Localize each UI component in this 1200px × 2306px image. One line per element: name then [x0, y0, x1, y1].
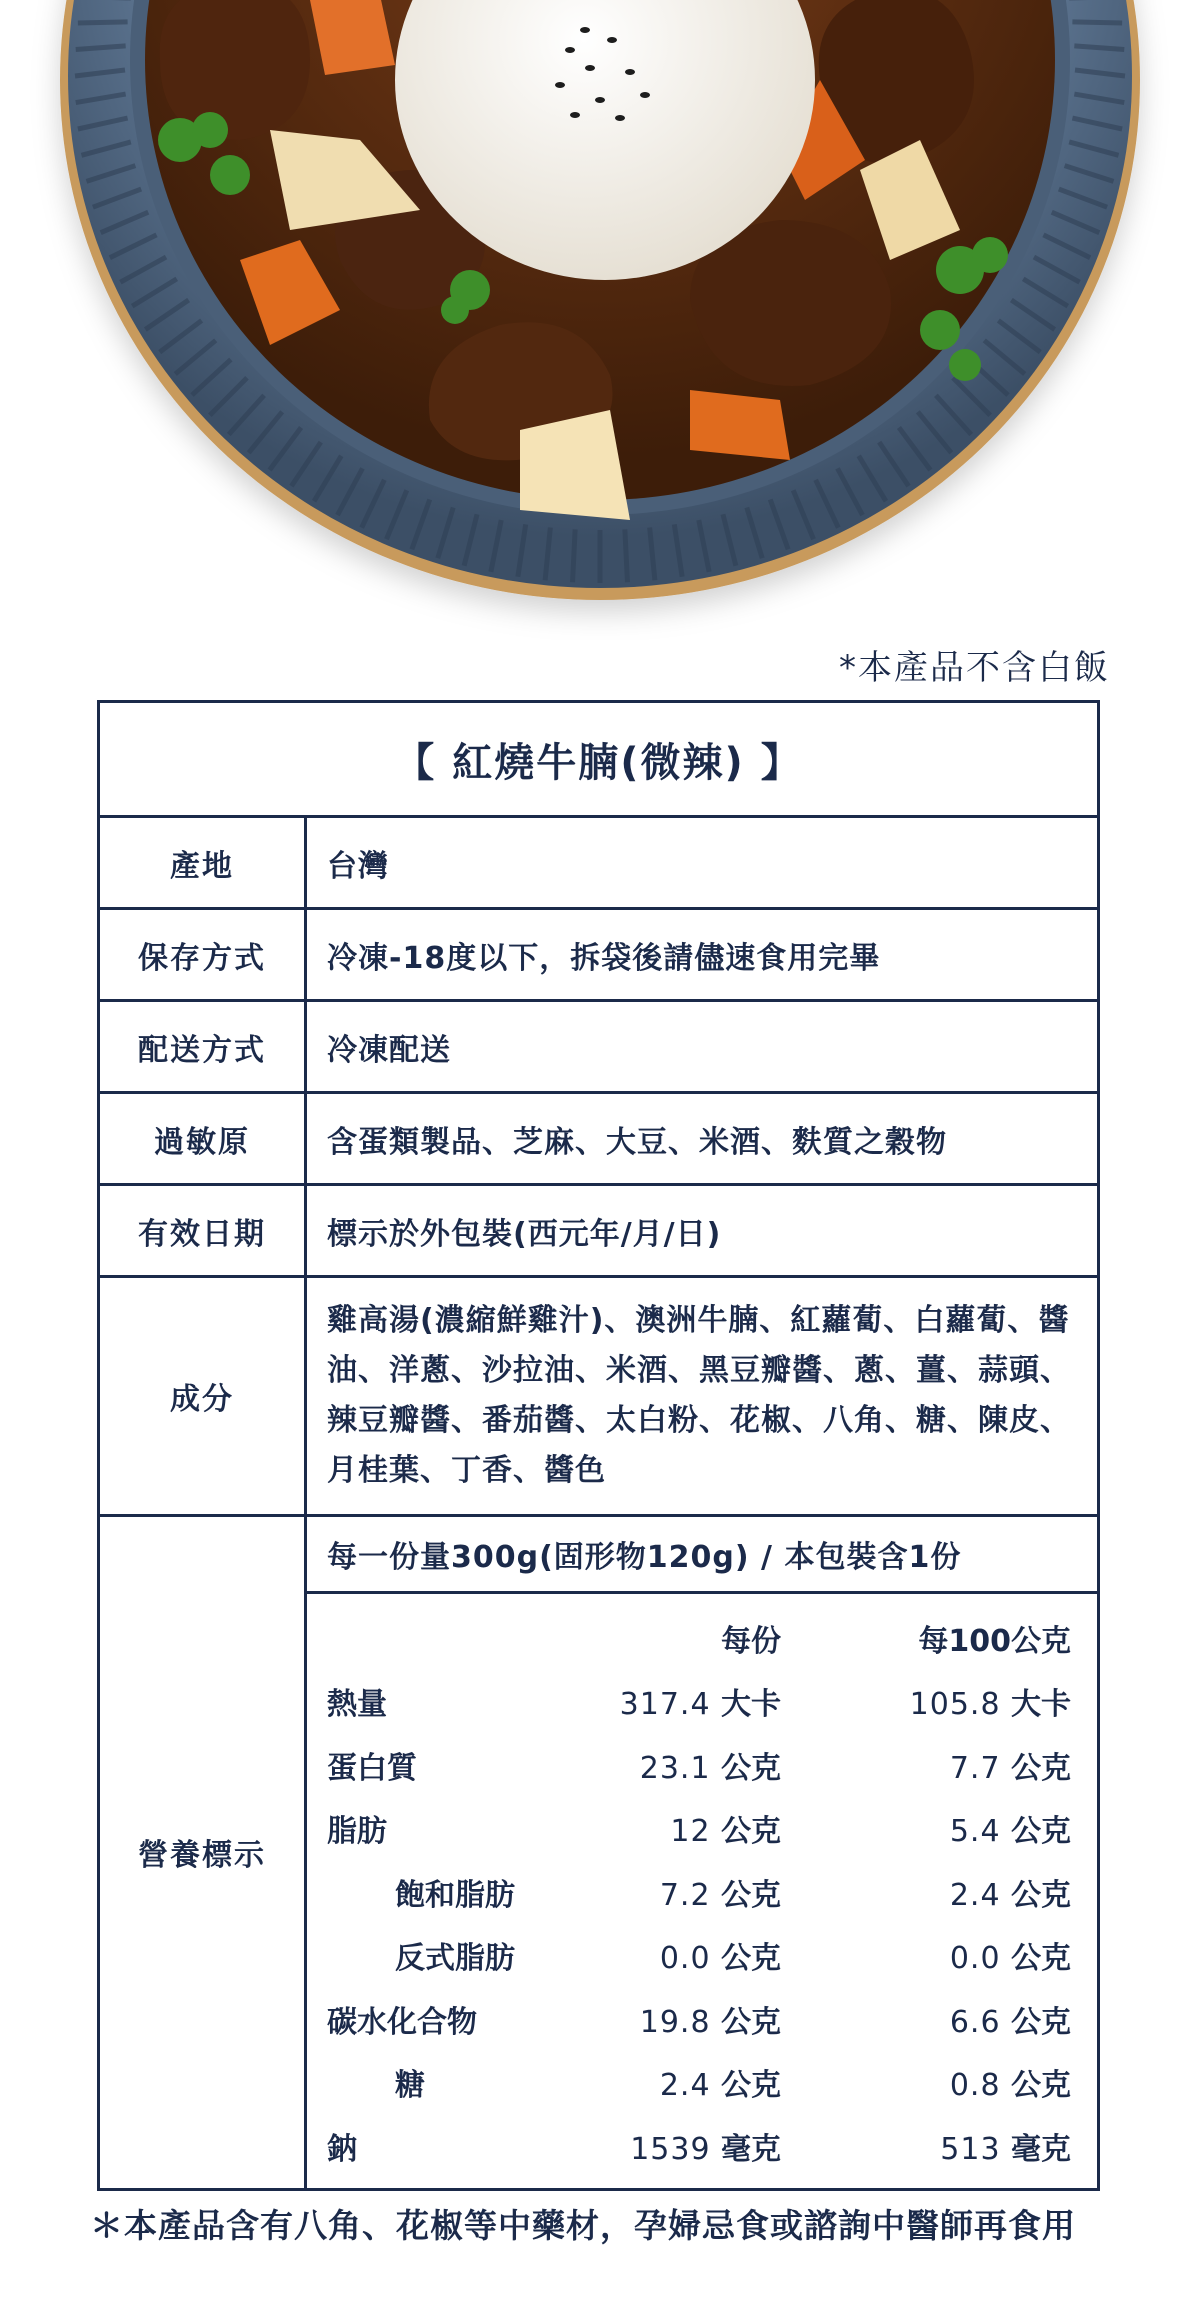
spec-value: 冷凍-18度以下，拆袋後請儘速食用完畢 — [327, 940, 881, 976]
per-serving-value: 19.8 公克 — [639, 2004, 781, 2040]
product-spec-table — [97, 700, 1100, 2191]
nutrient-name: 蛋白質 — [327, 1750, 417, 1786]
serving-size: 每一份量300g(固形物120g) / 本包裝含1份 — [307, 1517, 1097, 1594]
spec-row-nutrition — [100, 1517, 1097, 2188]
spec-label: 成分 — [100, 1278, 307, 1514]
product-title: 【 紅燒牛腩(微辣) 】 — [100, 703, 1097, 818]
spec-label: 保存方式 — [100, 910, 307, 999]
per-100g-value: 6.6 公克 — [949, 2004, 1071, 2040]
per-100g-value: 0.0 公克 — [949, 1941, 1071, 1977]
spec-row-storage — [100, 910, 1097, 1002]
nutrition-row — [327, 1733, 1071, 1797]
per-100g-value: 7.7 公克 — [949, 1750, 1071, 1786]
spec-value: 含蛋類製品、芝麻、大豆、米酒、麩質之穀物 — [327, 1124, 947, 1160]
spec-label: 過敏原 — [100, 1094, 307, 1183]
per-serving-value: 12 公克 — [670, 1814, 781, 1850]
per-100g-value: 5.4 公克 — [949, 1814, 1071, 1850]
nutrition-row — [327, 1797, 1071, 1861]
nutrient-name: 碳水化合物 — [327, 2004, 477, 2040]
nutrient-name: 鈉 — [327, 2131, 357, 2167]
nutrient-name: 熱量 — [327, 1687, 387, 1723]
per-serving-value: 1539 毫克 — [630, 2131, 781, 2167]
rice-not-included-note: *本產品不含白飯 — [839, 648, 1110, 688]
dish-photo — [0, 0, 1200, 640]
per-serving-value: 7.2 公克 — [659, 1877, 781, 1913]
per-serving-value: 23.1 公克 — [639, 1750, 781, 1786]
spec-row-origin — [100, 818, 1097, 910]
ingredients-text: 雞高湯(濃縮鮮雞汁)、澳洲牛腩、紅蘿蔔、白蘿蔔、醬油、洋蔥、沙拉油、米酒、黑豆瓣醬、蔥、薑、蒜頭、辣豆瓣醬、番茄醬、太白粉、花椒、八角、糖、陳皮、月桂葉、丁香、醬色 — [327, 1303, 1071, 1488]
nutrition-panel — [307, 1517, 1097, 2188]
per-100g-value: 513 毫克 — [940, 2131, 1071, 2167]
herbal-warning-note: ＊本產品含有八角、花椒等中藥材，孕婦忌食或諮詢中醫師再食用 — [90, 2206, 1076, 2245]
per-serving-header: 每份 — [721, 1623, 781, 1659]
nutrition-row — [327, 1860, 1071, 1924]
nutrient-name: 反式脂肪 — [395, 1941, 515, 1977]
nutrition-row — [327, 1987, 1071, 2051]
nutrition-facts-grid — [307, 1594, 1097, 2188]
nutrition-row — [327, 1924, 1071, 1988]
per-100g-value: 0.8 公克 — [949, 2068, 1071, 2104]
per-100g-value: 2.4 公克 — [949, 1877, 1071, 1913]
spec-label: 產地 — [100, 818, 307, 907]
nutrient-name: 脂肪 — [327, 1814, 387, 1850]
nutrition-row — [327, 1670, 1071, 1734]
nutrition-header-row — [327, 1606, 1071, 1670]
nutrition-row — [327, 2051, 1071, 2115]
spec-label: 營養標示 — [100, 1517, 307, 2188]
per-100g-value: 105.8 大卡 — [909, 1687, 1071, 1723]
per-100g-header: 每100公克 — [918, 1623, 1071, 1659]
spec-value: 冷凍配送 — [327, 1032, 451, 1068]
spec-label: 配送方式 — [100, 1002, 307, 1091]
spec-value: 台灣 — [327, 848, 389, 884]
nutrient-name: 糖 — [395, 2068, 425, 2104]
spec-row-delivery — [100, 1002, 1097, 1094]
beef-stew-plate-image — [0, 0, 1200, 640]
per-serving-value: 0.0 公克 — [659, 1941, 781, 1977]
spec-row-expiry — [100, 1186, 1097, 1278]
spec-value: 標示於外包裝(西元年/月/日) — [327, 1216, 722, 1252]
nutrient-name: 飽和脂肪 — [395, 1877, 515, 1913]
per-serving-value: 2.4 公克 — [659, 2068, 781, 2104]
spec-row-allergens — [100, 1094, 1097, 1186]
nutrition-row — [327, 2114, 1071, 2178]
spec-label: 有效日期 — [100, 1186, 307, 1275]
per-serving-value: 317.4 大卡 — [619, 1687, 781, 1723]
spec-row-ingredients — [100, 1278, 1097, 1517]
